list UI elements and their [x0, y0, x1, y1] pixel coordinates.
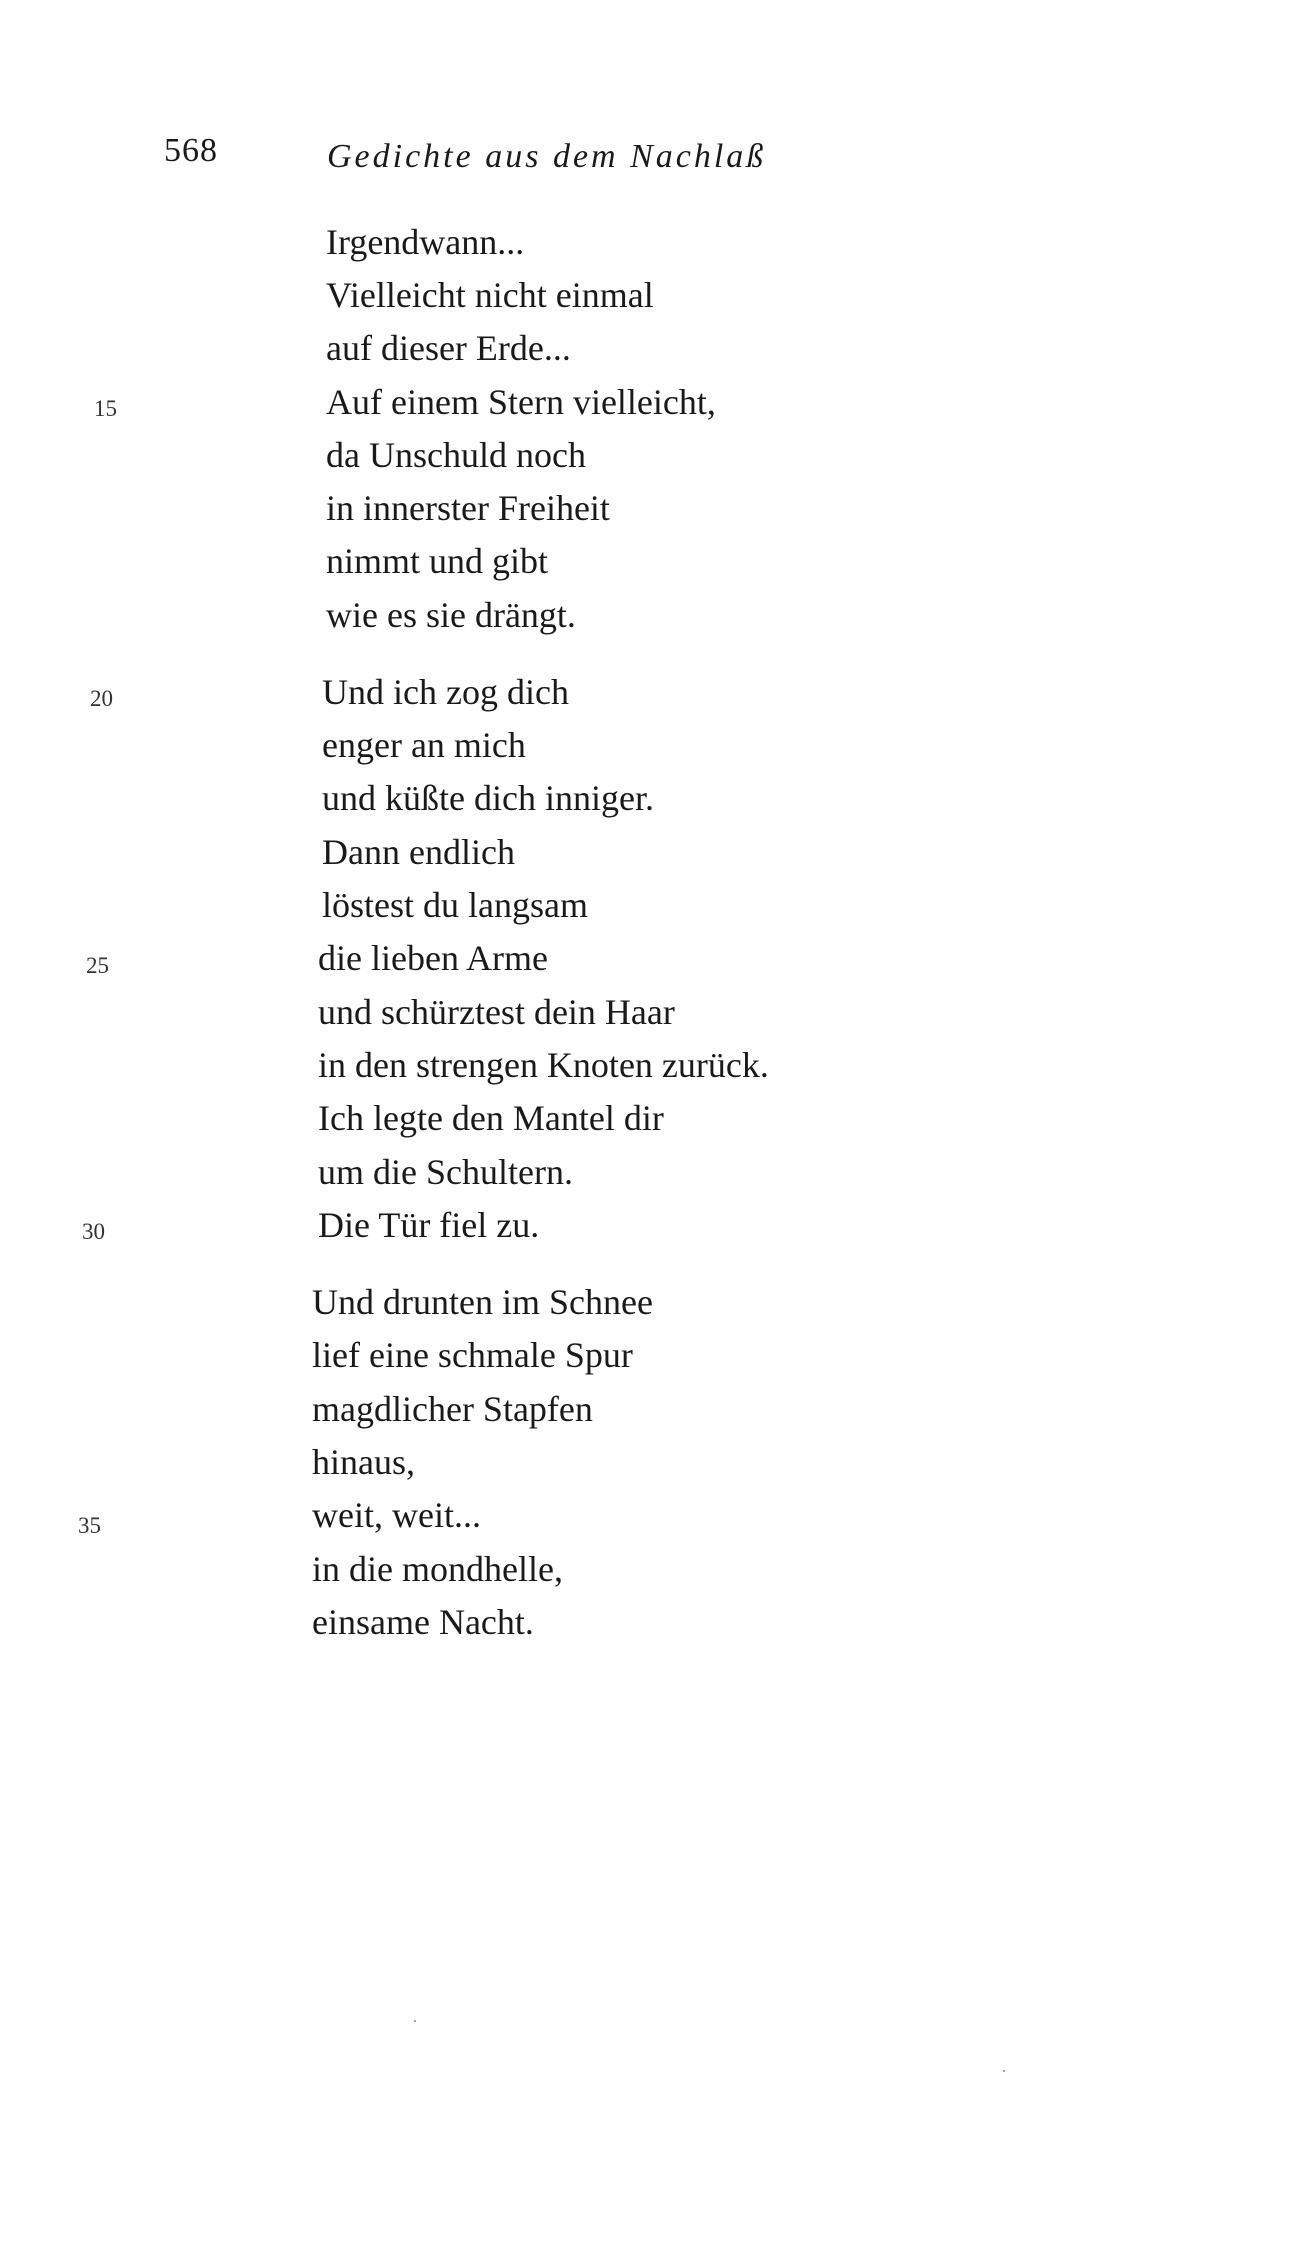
- poem-line: die lieben Arme: [318, 938, 548, 978]
- poem-line: einsame Nacht.: [312, 1602, 534, 1642]
- scan-speck: [414, 2020, 416, 2022]
- line-number: 20: [90, 686, 113, 711]
- poem-line: Irgendwann...: [326, 222, 525, 262]
- poem-line: Ich legte den Mantel dir: [318, 1098, 664, 1138]
- poem-line: um die Schultern.: [318, 1152, 573, 1192]
- line-number: 30: [82, 1219, 105, 1244]
- poem-line: lief eine schmale Spur: [312, 1335, 633, 1375]
- scan-speck: [1003, 2070, 1005, 2072]
- poem-line: in den strengen Knoten zurück.: [318, 1045, 769, 1085]
- poem-line: magdlicher Stapfen: [312, 1389, 593, 1429]
- line-number: 35: [78, 1513, 101, 1538]
- poem-line: weit, weit...: [312, 1495, 481, 1535]
- poem-line: auf dieser Erde...: [326, 328, 571, 368]
- poem-line: Und drunten im Schnee: [312, 1282, 653, 1322]
- line-number: 25: [86, 953, 109, 978]
- running-title: Gedichte aus dem Nachlaß: [327, 138, 767, 175]
- line-number: 15: [94, 396, 117, 421]
- page-number: 568: [164, 132, 218, 169]
- poem-line: wie es sie drängt.: [326, 595, 576, 635]
- poem-line: Dann endlich: [322, 832, 515, 872]
- poem-line: und küßte dich inniger.: [322, 778, 654, 818]
- poem-line: hinaus,: [312, 1442, 415, 1482]
- poem-line: nimmt und gibt: [326, 541, 549, 581]
- poem-line: Und ich zog dich: [322, 672, 569, 712]
- poem-line: Die Tür fiel zu.: [318, 1205, 540, 1245]
- poem-line: löstest du langsam: [322, 885, 588, 925]
- poem-line: in die mondhelle,: [312, 1549, 563, 1589]
- poem-line: Auf einem Stern vielleicht,: [326, 382, 716, 422]
- poem-line: Vielleicht nicht einmal: [326, 275, 654, 315]
- poem-line: da Unschuld noch: [326, 435, 586, 475]
- poem-line: in innerster Freiheit: [326, 488, 610, 528]
- poem-line: und schürztest dein Haar: [318, 992, 675, 1032]
- poem-line: enger an mich: [322, 725, 526, 765]
